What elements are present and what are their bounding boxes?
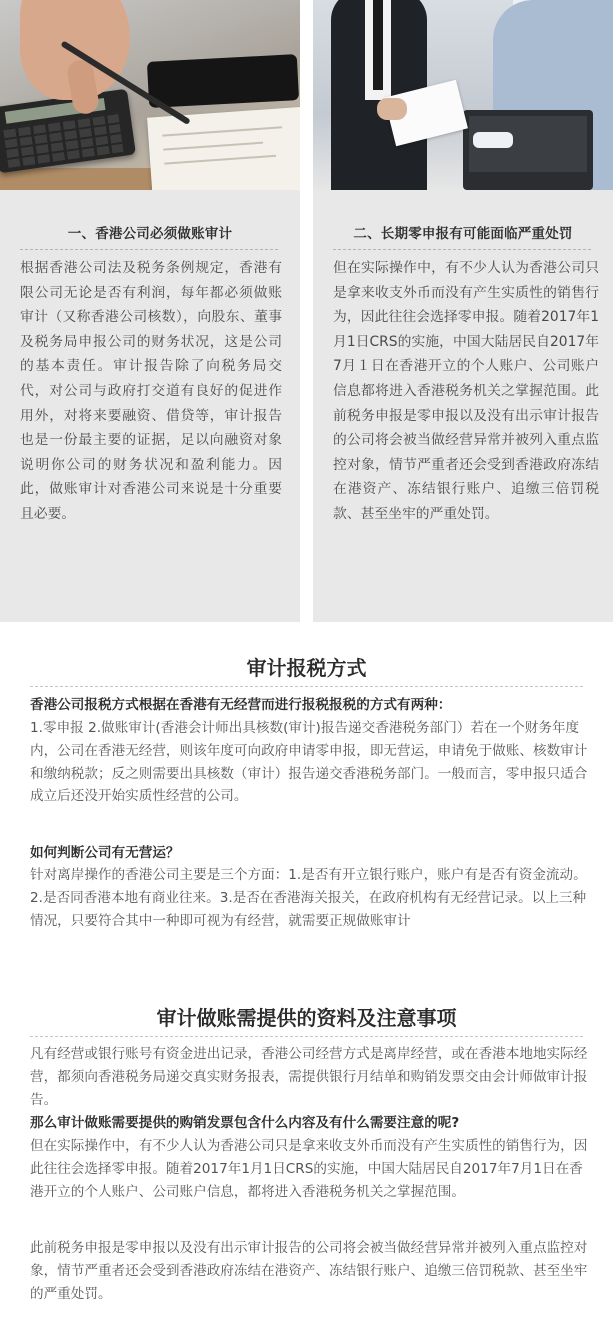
section-paragraph: 针对离岸操作的香港公司主要是三个方面：1.是否有开立银行账户，账户有是否有资金流动。2.是否同香港本地有商业往来。3.是否在香港海关报关，在政府机构有无经营记录。以上三种情况，只要符合其中一种即可视为有经营，就需要正规做账审计: [30, 867, 587, 929]
divider: [30, 686, 583, 687]
section-lead: 香港公司报税方式根据在香港有无经营而进行报税报税的方式有两种：: [30, 697, 452, 713]
section-paragraph: 但在实际操作中，有不少人认为香港公司只是拿来收支外币而没有产生实质性的销售行为，因此往往会选择零申报。随着2017年1月1日CRS的实施，中国大陆居民自2017年7月1日在香港开立的个人账户、公司账户信息，都将进入香港税务机关之掌握范围。: [30, 1138, 588, 1200]
audit-required-card: [0, 0, 300, 622]
card-title: 一、香港公司必须做账审计: [67, 226, 233, 242]
card-body: 但在实际操作中，有不少人认为香港公司只是拿来收支外币而没有产生实质性的销售行为，因此往往会选择零申报。随着2017年1月1日CRS的实施，中国大陆居民自2017年7月１日在香港开立的个人账户、公司账户信息都将进入香港税务机关之掌握范围。此前税务申报是零申报以及没有出示审计报告的公司将会被当做经营异常并被列入重点监控对象，情节严重者还会受到香港政府冻结在港资产、冻结银行账户、追缴三倍罚税款、甚至坐牢的严重处罚。: [333, 260, 599, 522]
section-question: 如何判断公司有无营运？: [30, 845, 180, 861]
divider: [333, 249, 591, 250]
divider: [30, 1036, 583, 1037]
calculator-desk-photo: [0, 0, 300, 190]
section-title: 审计报税方式: [246, 656, 367, 680]
card-title: 二、长期零申报有可能面临严重处罚: [353, 226, 573, 242]
zero-filing-penalty-card: [313, 0, 613, 622]
card-body: 根据香港公司法及税务条例规定，香港有限公司无论是否有利润，每年都必须做账审计（又称香港公司核数），向股东、董事及税务局申报公司的财务状况，这是公司的基本责任。审计报告除了向税务局交代，对公司与政府打交道有良好的促进作用外，对将来要融资、借贷等，审计报告也是一份最主要的证据，足以向融资对象说明你公司的财务状况和盈利能力。因此，做账审计对香港公司来说是十分重要且必要。: [20, 260, 282, 522]
business-meeting-photo: [313, 0, 613, 190]
section-paragraph: 此前税务申报是零申报以及没有出示审计报告的公司将会被当做经营异常并被列入重点监控对象，情节严重者还会受到香港政府冻结在港资产、冻结银行账户、追缴三倍罚税款、甚至坐牢的严重处罚。: [30, 1240, 588, 1302]
section-question: 那么审计做账需要提供的购销发票包含什么内容及有什么需要注意的呢?: [30, 1115, 460, 1131]
section-paragraph: 1.零申报 2.做账审计(香港会计师出具核数(审计)报告递交香港税务部门）若在一个财务年度内，公司在香港无经营，则该年度可向政府申请零申报，即无营运，申请免于做账、核数审计和缴纳税款；反之则需要出具核数（审计）报告递交香港税务部门。一般而言，零申报只适合成立后还没开始实质性经营的公司。: [30, 720, 588, 805]
section-title: 审计做账需提供的资料及注意事项: [156, 1006, 457, 1030]
section-paragraph: 凡有经营或银行账号有资金进出记录，香港公司经营方式是离岸经营，或在香港本地地实际经营，都须向香港税务局递交真实财务报表，需提供银行月结单和购销发票交由会计师做审计报告。: [30, 1046, 588, 1108]
divider: [20, 249, 278, 250]
